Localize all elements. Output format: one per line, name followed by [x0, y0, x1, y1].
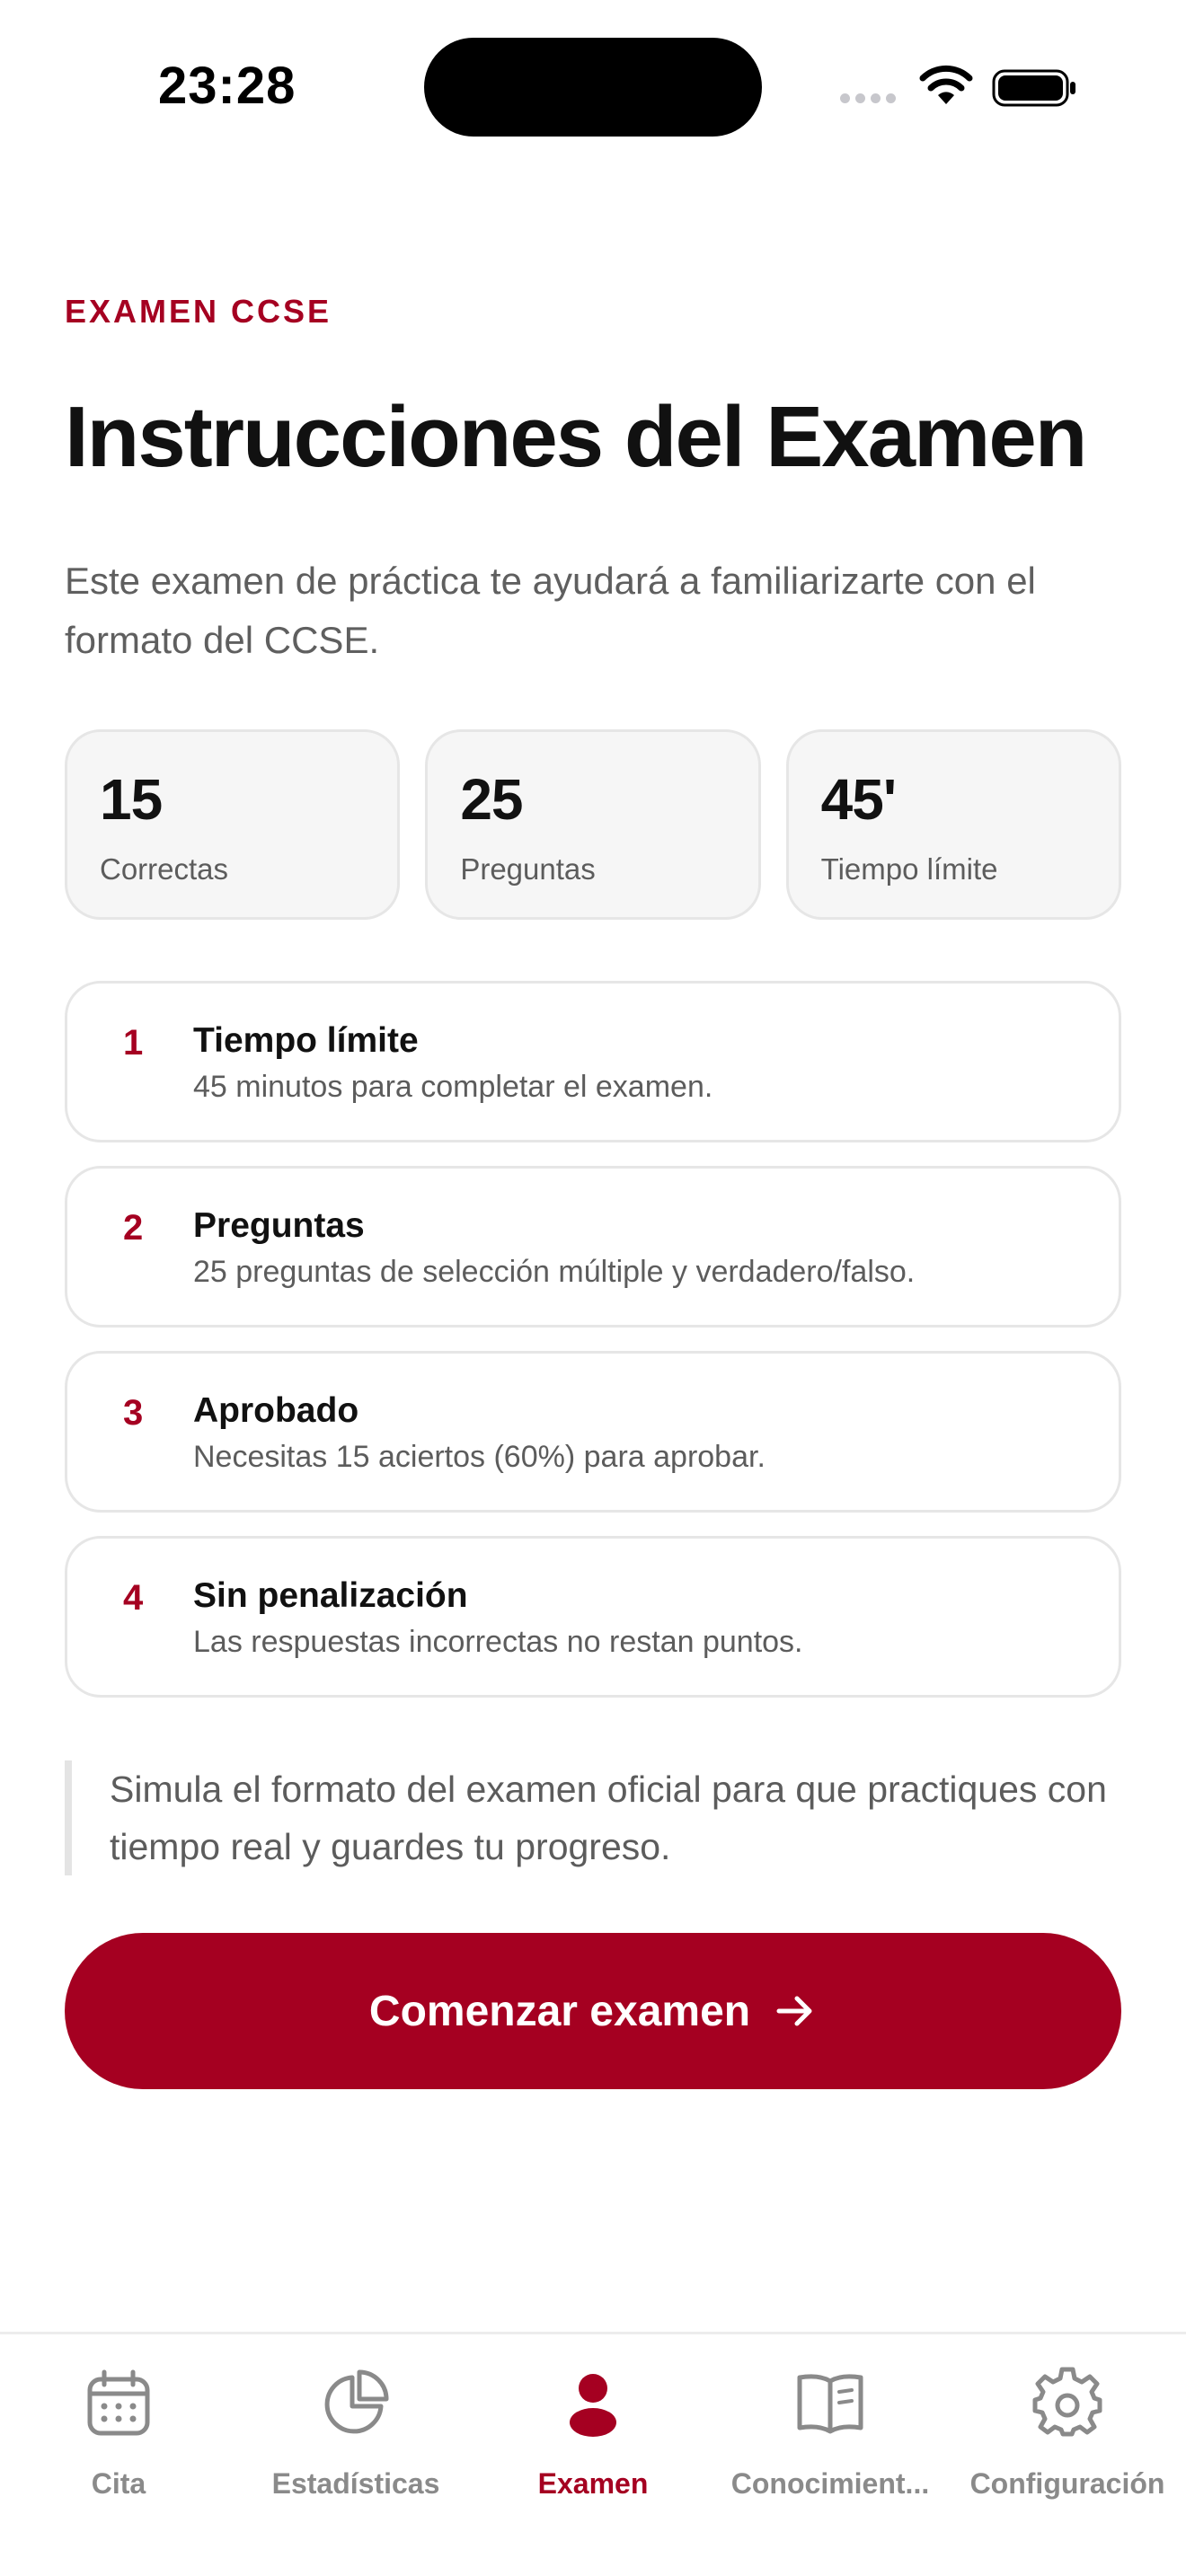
- info-note: Simula el formato del examen oficial para que practiques con tiempo real y guardes tu progreso.: [65, 1760, 1121, 1875]
- wifi-icon: [918, 65, 974, 106]
- section-eyebrow: EXAMEN CCSE: [65, 293, 332, 330]
- stat-label: Preguntas: [460, 852, 596, 886]
- stats-row: [65, 729, 1121, 920]
- rule-item-no-penalty: [65, 1536, 1121, 1698]
- tab-label: Conocimient...: [730, 2467, 930, 2500]
- rule-description: Necesitas 15 aciertos (60%) para aprobar.: [193, 1440, 766, 1474]
- stat-value: 45': [820, 767, 897, 832]
- rule-item-questions: [65, 1166, 1121, 1328]
- calendar-icon: [83, 2367, 155, 2439]
- rule-title: Tiempo límite: [193, 1021, 419, 1060]
- rule-description: 45 minutos para completar el examen.: [193, 1070, 713, 1104]
- rule-item-time-limit: [65, 981, 1121, 1142]
- rules-list: [65, 981, 1121, 1721]
- stat-card-correct: [65, 729, 400, 920]
- battery-icon: [992, 68, 1078, 108]
- rule-item-pass-mark: [65, 1351, 1121, 1513]
- arrow-right-icon: [774, 1989, 817, 2033]
- gear-icon: [1031, 2367, 1103, 2439]
- cellular-signal-icon: [840, 93, 896, 103]
- rule-title: Preguntas: [193, 1206, 365, 1245]
- tab-label: Examen: [537, 2467, 649, 2500]
- start-exam-label: Comenzar examen: [368, 1987, 751, 2035]
- bottom-tab-bar: [0, 2332, 1186, 2576]
- rule-description: 25 preguntas de selección múltiple y verdadero/falso.: [193, 1255, 916, 1289]
- stat-label: Correctas: [100, 852, 229, 886]
- tab-cita[interactable]: [0, 2334, 237, 2576]
- stat-card-questions: [425, 729, 760, 920]
- tab-label: Cita: [91, 2467, 146, 2500]
- tab-label: Estadísticas: [271, 2467, 440, 2500]
- rule-title: Aprobado: [193, 1391, 359, 1430]
- pie-chart-icon: [320, 2367, 392, 2439]
- status-time: 23:28: [158, 57, 296, 115]
- start-exam-button[interactable]: [65, 1933, 1121, 2089]
- stat-value: 15: [100, 767, 163, 832]
- page-subtitle: Este examen de práctica te ayudará a familiarizarte con el formato del CCSE.: [65, 560, 1036, 661]
- tab-label: Configuración: [969, 2467, 1165, 2500]
- page-title: Instrucciones del Examen: [65, 389, 1086, 485]
- stat-card-time-limit: [786, 729, 1121, 920]
- person-icon: [557, 2367, 629, 2439]
- tab-examen[interactable]: [474, 2334, 712, 2576]
- tab-conocimiento[interactable]: [712, 2334, 949, 2576]
- rule-number: 4: [123, 1578, 144, 1618]
- stat-label: Tiempo límite: [820, 852, 998, 886]
- book-icon: [794, 2367, 866, 2439]
- tab-configuracion[interactable]: [949, 2334, 1186, 2576]
- status-bar: [0, 0, 1186, 180]
- tab-estadisticas[interactable]: [237, 2334, 474, 2576]
- rule-number: 2: [123, 1208, 144, 1248]
- rule-title: Sin penalización: [193, 1576, 468, 1615]
- rule-description: Las respuestas incorrectas no restan puntos.: [193, 1625, 803, 1659]
- dynamic-island: [424, 38, 762, 137]
- rule-number: 1: [123, 1023, 144, 1063]
- rule-number: 3: [123, 1393, 144, 1433]
- stat-value: 25: [460, 767, 523, 832]
